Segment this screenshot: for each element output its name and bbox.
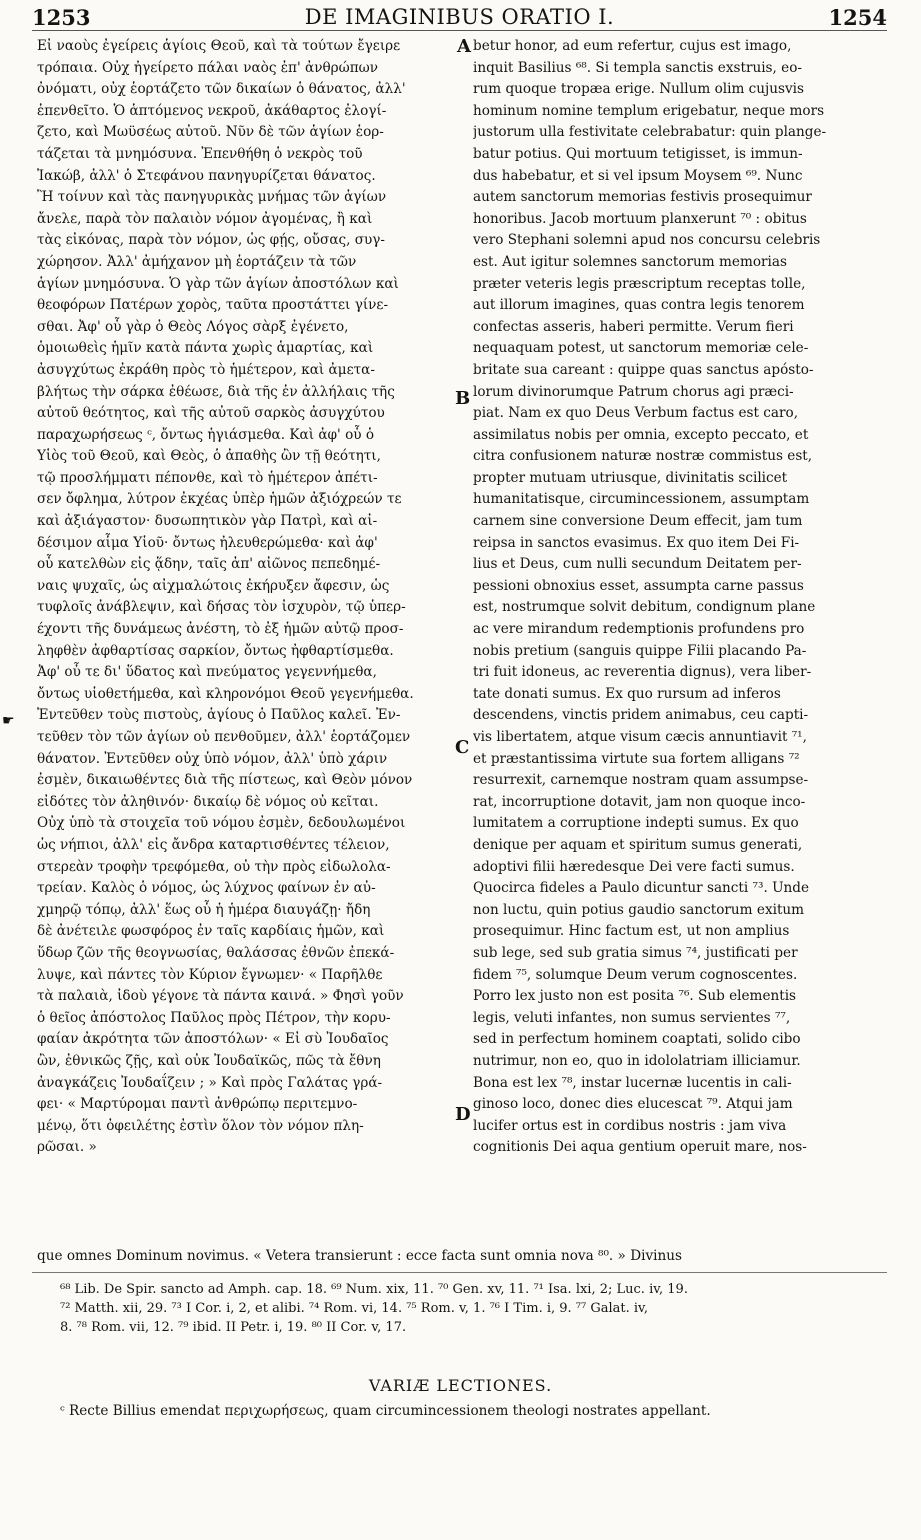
page-number-left: 1253: [32, 4, 91, 30]
latin-line: Bona est lex ⁷⁸, instar lucernæ lucentis in cali-: [473, 1074, 792, 1091]
latin-line: lumitatem a corruptione indepti sumus. Ex quo: [473, 815, 799, 832]
latin-line: tate donati sumus. Ex quo rursum ad inferos: [473, 685, 781, 702]
full-width-line: que omnes Dominum novimus. « Vetera transierunt : ecce facta sunt omnia nova ⁸⁰. » Divinus: [37, 1248, 682, 1264]
greek-line: ὕδωρ ζῶν τῆς θεογνωσίας, θαλάσσας ἐθνῶν ἐπεκά-: [37, 944, 395, 961]
greek-line: τὰ παλαιὰ, ἰδοὺ γέγονε τὰ πάντα καινά. » Φησὶ γοῦν: [37, 988, 404, 1005]
latin-line: Porro lex justo non est posita ⁷⁶. Sub elementis: [473, 988, 797, 1005]
greek-line: λυψε, καὶ πάντες τὸν Κύριον ἔγνωμεν· « Παρῆλθε: [37, 966, 383, 983]
latin-line: legis, veluti infantes, non sumus servientes ⁷⁷,: [473, 1009, 791, 1026]
greek-line: τὰς εἰκόνας, παρὰ τὸν νόμον, ὡς φῄς, οὔσας, συγ-: [37, 232, 386, 249]
latin-line: sub lege, sed sub gratia simus ⁷⁴, justificati per: [473, 944, 798, 961]
greek-line: ἐσμὲν, δικαιωθέντες διὰ τῆς πίστεως, καὶ Θεὸν μόνον: [37, 772, 413, 789]
greek-line: ὢν, ἐθνικῶς ζῇς, καὶ οὐκ Ἰουδαϊκῶς, πῶς τὰ ἔθνη: [37, 1052, 381, 1069]
latin-line: piat. Nam ex quo Deus Verbum factus est caro,: [473, 405, 799, 422]
latin-line: prosequimur. Hinc factum est, ut non amplius: [473, 923, 790, 940]
greek-column: [37, 36, 456, 1159]
greek-line: τεῦθεν τὸν τῶν ἁγίων οὐ πενθοῦμεν, ἀλλ' ἑορτάζομεν: [37, 729, 411, 745]
page-header: [32, 4, 887, 31]
greek-line: Οὐχ ὑπὸ τὰ στοιχεῖα τοῦ νόμου ἐσμὲν, δεδουλωμένοι: [37, 815, 406, 832]
latin-line: rum quoque tropæa erige. Nullum olim cujusvis: [473, 81, 804, 98]
latin-line: humanitatisque, circumincessionem, assumptam: [473, 491, 810, 508]
latin-line: tri fuit idoneus, ac reverentia dignus), vera liber-: [473, 664, 812, 681]
latin-line: denique per aquam et spiritum sumus generati,: [473, 836, 803, 853]
latin-line: britate sua careant : quippe quas sanctus apósto-: [473, 361, 814, 378]
pointing-hand-icon: ☛: [2, 713, 15, 729]
latin-line: nequaquam potest, ut sanctorum memoriæ cele-: [473, 340, 809, 357]
greek-line: τάζεται τὰ μνημόσυνα. Ἐπενθήθη ὁ νεκρὸς τοῦ: [37, 145, 363, 162]
greek-line: φει· « Μαρτύρομαι παντὶ ἀνθρώπῳ περιτεμνο-: [37, 1096, 358, 1113]
latin-line: resurrexit, carnemque nostram quam assumpse-: [473, 772, 809, 789]
greek-line: Εἰ ναοὺς ἐγείρεις ἁγίοις Θεοῦ, καὶ τὰ τούτων ἔγειρε: [37, 38, 401, 54]
page-number-right: 1254: [828, 4, 887, 30]
latin-line: est. Aut igitur solemnes sanctorum memorias: [473, 253, 787, 270]
latin-line: lorum divinorumque Patrum chorus agi præci-: [473, 383, 794, 400]
greek-line: Υἱὸς τοῦ Θεοῦ, καὶ Θεὸς, ὁ ἀπαθὴς ὢν τῇ θεότητι,: [37, 448, 381, 465]
latin-line: carnem sine conversione Deum effecit, jam tum: [473, 513, 803, 530]
greek-line: Ἢ τοίνυν καὶ τὰς πανηγυρικὰς μνήμας τῶν ἁγίων: [37, 189, 387, 206]
greek-line: ἐπενθεῖτο. Ὁ ἁπτόμενος νεκροῦ, ἀκάθαρτος ἐλογί-: [37, 102, 387, 119]
greek-line: θάνατον. Ἐντεῦθεν οὐχ ὑπὸ νόμον, ἀλλ' ὑπὸ χάριν: [37, 750, 388, 767]
latin-line: sed in perfectum hominem coaptati, solido cibo: [473, 1031, 801, 1048]
margin-letter-b: B: [455, 388, 471, 409]
latin-line: vis libertatem, atque visum cæcis annuntiavit ⁷¹,: [473, 729, 807, 745]
latin-line: propter mutuam utriusque, divinitatis scilicet: [473, 469, 788, 486]
latin-line: Quocirca fideles a Paulo dicuntur sancti ⁷³. Unde: [473, 880, 810, 897]
latin-line: batur potius. Qui mortuum tetigisset, is immun-: [473, 145, 803, 162]
footnote-divider: [32, 1272, 887, 1273]
latin-line: ginoso loco, donec dies elucescat ⁷⁹. Atqui jam: [473, 1096, 793, 1113]
latin-line: justorum ulla festivitate celebrabatur: quin plange-: [473, 124, 827, 141]
latin-line: citra confusionem naturæ nostræ commistus est,: [473, 448, 813, 465]
greek-line: εἰδότες τὸν ἀληθινόν· δικαίῳ δὲ νόμος οὐ κεῖται.: [37, 793, 379, 810]
latin-line: ac vere mirandum redemptionis profundens pro: [473, 621, 805, 638]
latin-line: dus habebatur, et si vel ipsum Moysem ⁶⁹. Nunc: [473, 167, 803, 184]
greek-line: ἀσυγχύτως ἐκράθη πρὸς τὸ ἡμέτερον, καὶ ἀμετα-: [37, 361, 375, 378]
latin-line: confectas asseris, haberi permitte. Verum fieri: [473, 318, 794, 335]
greek-line: ὁμοιωθεὶς ἡμῖν κατὰ πάντα χωρὶς ἁμαρτίας, καὶ: [37, 340, 374, 357]
greek-line: ὁ θεῖος ἀπόστολος Παῦλος πρὸς Πέτρον, τὴν κορυ-: [37, 1009, 391, 1026]
variae-note: ᶜ Recte Billius emendat περιχωρήσεως, quam circumincessionem theologi nostrates appellant.: [60, 1403, 711, 1419]
greek-line: χμηρῷ τόπῳ, ἀλλ' ἕως οὗ ἡ ἡμέρα διαυγάζῃ· ἤδη: [37, 901, 371, 918]
greek-line: ζετο, καὶ Μωϋσέως αὐτοῦ. Νῦν δὲ τῶν ἁγίων ἑορ-: [37, 124, 384, 141]
latin-line: reipsa in sanctos evasimus. Ex quo item Dei Fi-: [473, 534, 800, 551]
latin-line: cognitionis Dei aqua gentium operuit mare, nos-: [473, 1139, 807, 1156]
latin-line: honoribus. Jacob mortuum planxerunt ⁷⁰ : obitus: [473, 210, 807, 227]
greek-line: θεοφόρων Πατέρων χορὸς, ταῦτα προστάττει γίνε-: [37, 297, 389, 314]
greek-line: ἁγίων μνημόσυνα. Ὁ γὰρ τῶν ἁγίων ἀποστόλων καὶ: [37, 275, 399, 292]
greek-line: Ἰακώβ, ἀλλ' ὁ Στεφάνου πανηγυρίζεται θάνατος.: [37, 167, 376, 184]
greek-line: στερεὰν τροφὴν τρεφόμεθα, οὐ τὴν πρὸς εἰδωλολα-: [37, 858, 391, 875]
greek-line: οὗ κατελθὼν εἰς ᾅδην, ταῖς ἀπ' αἰῶνος πεπεδημέ-: [37, 556, 381, 573]
latin-line: rat, incorruptione dotavit, jam non quoque inco-: [473, 793, 806, 810]
greek-line: φαίαν ἀκρότητα τῶν ἀποστόλων· « Εἰ σὺ Ἰουδαῖος: [37, 1031, 389, 1048]
latin-line: nutrimur, non eo, quo in idololatriam illiciamur.: [473, 1052, 801, 1069]
greek-line: ἀναγκάζεις Ἰουδαΐζειν ; » Καὶ πρὸς Γαλάτας γρά-: [37, 1074, 383, 1091]
latin-line: hominum nomine templum erigebatur, neque mors: [473, 102, 825, 119]
footnote-line: 8. ⁷⁸ Rom. vii, 12. ⁷⁹ ibid. II Petr. i, 19. ⁸⁰ II Cor. v, 17.: [60, 1320, 407, 1335]
greek-line: ναις ψυχαῖς, ὡς αἰχμαλώτοις ἐκήρυξεν ἄφεσιν, ὡς: [37, 577, 390, 594]
latin-column: [473, 36, 885, 1159]
latin-line: descendens, vinctis pridem animabus, ceu capti-: [473, 707, 809, 724]
greek-line: μένῳ, ὅτι ὀφειλέτης ἐστὶν ὅλον τὸν νόμον πλη-: [37, 1117, 364, 1134]
footnote-line: ⁶⁸ Lib. De Spir. sancto ad Amph. cap. 18. ⁶⁹ Num. xix, 11. ⁷⁰ Gen. xv, 11. ⁷¹ Isa. lxi, 2; Luc. iv, 19.: [60, 1282, 688, 1297]
greek-line: ὀνόματι, οὐχ ἑορτάζετο τῶν δικαίων ὁ θάνατος, ἀλλ': [37, 81, 406, 98]
greek-line: σεν ὄφλημα, λύτρον ἐκχέας ὑπὲρ ἡμῶν ἀξιόχρεών τε: [37, 491, 402, 508]
latin-line: aut illorum imagines, quas contra legis tenorem: [473, 297, 805, 314]
greek-line: παραχωρήσεως ᶜ, ὄντως ἡγιάσμεθα. Καὶ ἀφ' οὗ ὁ: [37, 426, 375, 443]
latin-line: autem sanctorum memorias festivis prosequimur: [473, 189, 812, 206]
latin-line: betur honor, ad eum refertur, cujus est imago,: [473, 38, 792, 54]
latin-line: non luctu, quin potius gaudio sanctorum exitum: [473, 901, 805, 918]
greek-line: τρόπαια. Οὐχ ἠγείρετο πάλαι ναὸς ἐπ' ἀνθρώπων: [37, 59, 379, 76]
margin-letter-c: C: [455, 737, 470, 758]
greek-line: ἄνελε, παρὰ τὸν παλαιὸν νόμον ἀγομένας, ἢ καὶ: [37, 210, 373, 227]
greek-line: ὄντως υἱοθετήμεθα, καὶ κληρονόμοι Θεοῦ γεγενήμεθα.: [37, 685, 414, 702]
margin-letter-d: D: [455, 1104, 471, 1125]
greek-line: αὐτοῦ θεότητος, καὶ τῆς αὐτοῦ σαρκὸς ἀσυγχύτου: [37, 405, 385, 422]
latin-line: præter veteris legis præscriptum receptas tolle,: [473, 275, 806, 292]
footnote-line: ⁷² Matth. xii, 29. ⁷³ I Cor. i, 2, et alibi. ⁷⁴ Rom. vi, 14. ⁷⁵ Rom. v, 1. ⁷⁶ I Tim. i, 9. ⁷⁷ Galat. iv,: [60, 1301, 648, 1316]
latin-line: lucifer ortus est in cordibus nostris : jam viva: [473, 1117, 787, 1134]
greek-line: σθαι. Ἀφ' οὗ γὰρ ὁ Θεὸς Λόγος σὰρξ ἐγένετο,: [37, 318, 349, 335]
latin-line: et præstantissima virtute sua fortem alligans ⁷²: [473, 750, 800, 767]
greek-line: δέσιμον αἷμα Υἱοῦ· ὄντως ἠλευθερώμεθα· καὶ ἀφ': [37, 534, 378, 551]
greek-line: χώρησον. Ἀλλ' ἀμήχανον μὴ ἑορτάζειν τὰ τῶν: [37, 253, 357, 270]
greek-line: ληφθὲν ἀφθαρτίσας σαρκίον, ὄντως ἠφθαρτίσμεθα.: [37, 642, 394, 659]
greek-line: Ἐντεῦθεν τοὺς πιστοὺς, ἁγίους ὁ Παῦλος καλεῖ. Ἐν-: [37, 707, 401, 724]
margin-letter-a: A: [457, 36, 471, 57]
greek-line: Ἀφ' οὗ τε δι' ὕδατος καὶ πνεύματος γεγεννήμεθα,: [37, 664, 377, 681]
greek-line: καὶ ἀξιάγαστον· δυσωπητικὸν γὰρ Πατρὶ, καὶ αἰ-: [37, 513, 378, 530]
latin-line: fidem ⁷⁵, solumque Deum verum cognoscentes.: [473, 966, 798, 983]
latin-line: vero Stephani solemni apud nos concursu celebris: [473, 232, 821, 249]
latin-line: inquit Basilius ⁶⁸. Si templa sanctis exstruis, eo-: [473, 59, 802, 76]
variae-heading: VARIÆ LECTIONES.: [368, 1376, 553, 1395]
greek-line: έχοντι τῆς δυνάμεως ἀνέστη, τὸ ἐξ ἡμῶν αὐτῷ προσ-: [37, 621, 404, 638]
latin-line: lius et Deus, cum nulli secundum Deitatem per-: [473, 556, 802, 573]
greek-line: τρείαν. Καλὸς ὁ νόμος, ὡς λύχνος φαίνων ἐν αὐ-: [37, 880, 376, 897]
latin-line: est, nostrumque solvit debitum, condignum plane: [473, 599, 816, 616]
greek-line: ρῶσαι. »: [37, 1139, 97, 1156]
greek-line: τυφλοῖς ἀνάβλεψιν, καὶ δήσας τὸν ἰσχυρὸν, τῷ ὑπερ-: [37, 599, 406, 616]
greek-line: δὲ ἀνέτειλε φωσφόρος ἐν ταῖς καρδίαις ἡμῶν, καὶ: [37, 923, 385, 940]
latin-line: nobis pretium (sanguis quippe Filii placando Pa-: [473, 642, 807, 659]
latin-line: assimilatus nobis per omnia, excepto peccato, et: [473, 426, 809, 443]
running-title: DE IMAGINIBUS ORATIO I.: [304, 5, 615, 29]
latin-line: adoptivi filii hæredesque Dei vere facti sumus.: [473, 858, 795, 875]
latin-line: pessioni obnoxius esset, assumpta carne passus: [473, 577, 804, 594]
greek-line: ὡς νήπιοι, ἀλλ' εἰς ἄνδρα καταρτισθέντες τέλειον,: [37, 836, 390, 853]
greek-line: τῷ προσλήμματι πέπονθε, καὶ τὸ ἡμέτερον ἀπέτι-: [37, 469, 378, 486]
greek-line: βλήτως τὴν σάρκα ἐθέωσε, διὰ τῆς ἐν ἀλλήλαις τῆς: [37, 383, 395, 400]
footnotes: [60, 1280, 888, 1337]
